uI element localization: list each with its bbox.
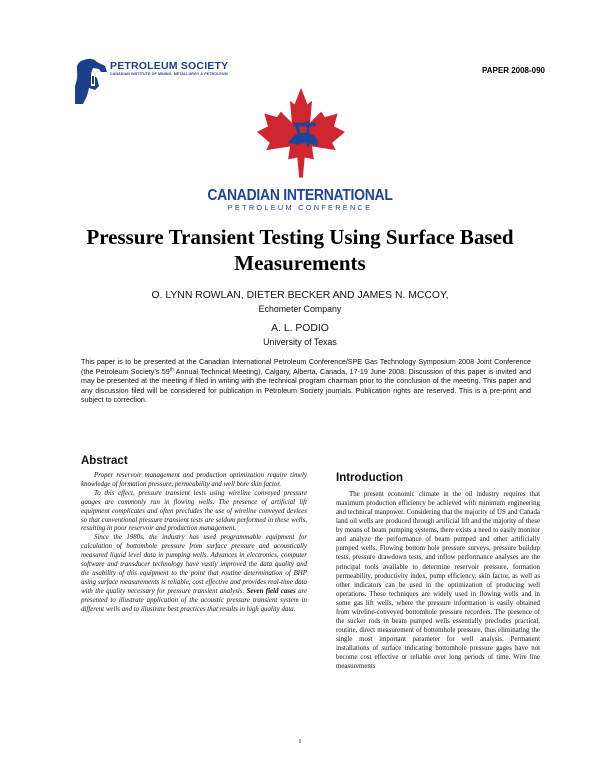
author-names-1: O. LYNN ROWLAN, DIETER BECKER AND JAMES N. MCCOY, xyxy=(151,290,449,301)
notice-text-part1: This paper is to be presented at the Canadian International Petroleum Conference/SPE Gas Technology Symposium 2008 Joint Conference (the Petroleum Society’s 59 xyxy=(81,358,531,376)
introduction-heading: Introduction xyxy=(336,472,404,484)
abstract-body xyxy=(81,472,307,615)
conference-notice xyxy=(81,358,531,406)
paper-number: PAPER 2008-090 xyxy=(482,66,545,75)
abstract-paragraph-1: Proper reservoir management and production optimization require timely knowledge of formation pressure, permeability and well bore skin factor. xyxy=(81,472,307,488)
petroleum-society-logo xyxy=(73,56,109,106)
abstract-paragraph-3 xyxy=(81,534,307,614)
abstract-p3-text-c: are presented to illustrate application of the acoustic pressure transient system in different wells and to illustrate best practices that results in high quality data. xyxy=(81,587,308,613)
abstract-paragraph-2: To this effect, pressure transient tests using wireline conveyed pressure gauges are commonly run in flowing wells. The presence of artificial lift equipment complicates and often precludes the use of wireline conveyed devices so that conventional pressure transient tests are seldom performed in these wells, resulting in poor reservoir and production management. xyxy=(81,489,307,533)
author-affiliation-2: University of Texas xyxy=(263,337,337,347)
society-name: PETROLEUM SOCIETY xyxy=(110,60,229,72)
author-names-2: A. L. PODIO xyxy=(271,323,329,334)
conference-name-line1: CANADIAN INTERNATIONAL xyxy=(207,184,393,204)
conference-name-line2: PETROLEUM CONFERENCE xyxy=(227,203,373,212)
introduction-body xyxy=(336,490,540,671)
notice-superscript: th xyxy=(169,367,174,373)
notice-text-part2: Annual Technical Meeting), Calgary, Alberta, Canada, 17-19 June 2008. Discussion of this paper is invited and may be presented at the meeting if filed in writing with the technical program chairman prior to the conclusion of the meeting. This paper and any discussion filed will be considered for publication in Petroleum Society journals. Publication rights are reserved. This is a pre-print and subject to correction. xyxy=(81,367,531,405)
abstract-p3-emphasis: Seven field cases xyxy=(246,587,296,595)
introduction-paragraph-1: The present economic climate in the oil industry requires that maximum production efficiency be achieved with minimum engineering and technical manpower. Considering that the majority of US and Canada land oil wells are produced through artificial lift and the majority of these by means of beam pumping systems, there exists a need to easily monitor and analyze the performance of beam pumped and other artificially pumped wells. Flowing bottom hole pressure surveys, pressure buildup tests, pressure drawdown tests, and inflow performance analyses are the principal tools available to determine reservoir pressure, formation permeability, productivity index, pump efficiency, skin factor, as well as other indicators can be used in the optimization of producing well operations. These techniques are widely used in flowing wells and in some gas lift wells, where the pressure information is easily obtained from wireline-conveyed bottomhole pressure recorders. The presence of the sucker rods in beam pumped wells essentially precludes practical, routine, direct measurement of bottomhole pressure, thus eliminating the single most important parameter for well analysis. Permanent installations of surface indicating bottomhole pressure gages have not become cost effective or reliable over long periods of time. Wire line measurements xyxy=(336,491,540,671)
page-number: 1 xyxy=(298,738,302,745)
abstract-heading: Abstract xyxy=(81,455,128,467)
author-affiliation-1: Echometer Company xyxy=(258,304,342,314)
maple-leaf-logo xyxy=(255,86,347,196)
paper-title: Pressure Transient Testing Using Surface Based Measurements xyxy=(86,225,514,275)
society-subtitle: CANADIAN INSTITUTE OF MINING, METALLURGY & PETROLEUM xyxy=(110,72,228,76)
abstract-p3-text-a: Since the 1980s, the industry has used programmable equipment for calculation of bottomhole pressure from surface pressure and acoustically measured liquid level data in pumping wells. Advances in electronics, computer software and transducer technology have vastly improved the data quality and the usability of this equipment to the point that routine determination of BHP using surface measurements is reliable, cost effective and provides real-time data with the quality necessary for pressure transient analysis. xyxy=(81,534,307,595)
